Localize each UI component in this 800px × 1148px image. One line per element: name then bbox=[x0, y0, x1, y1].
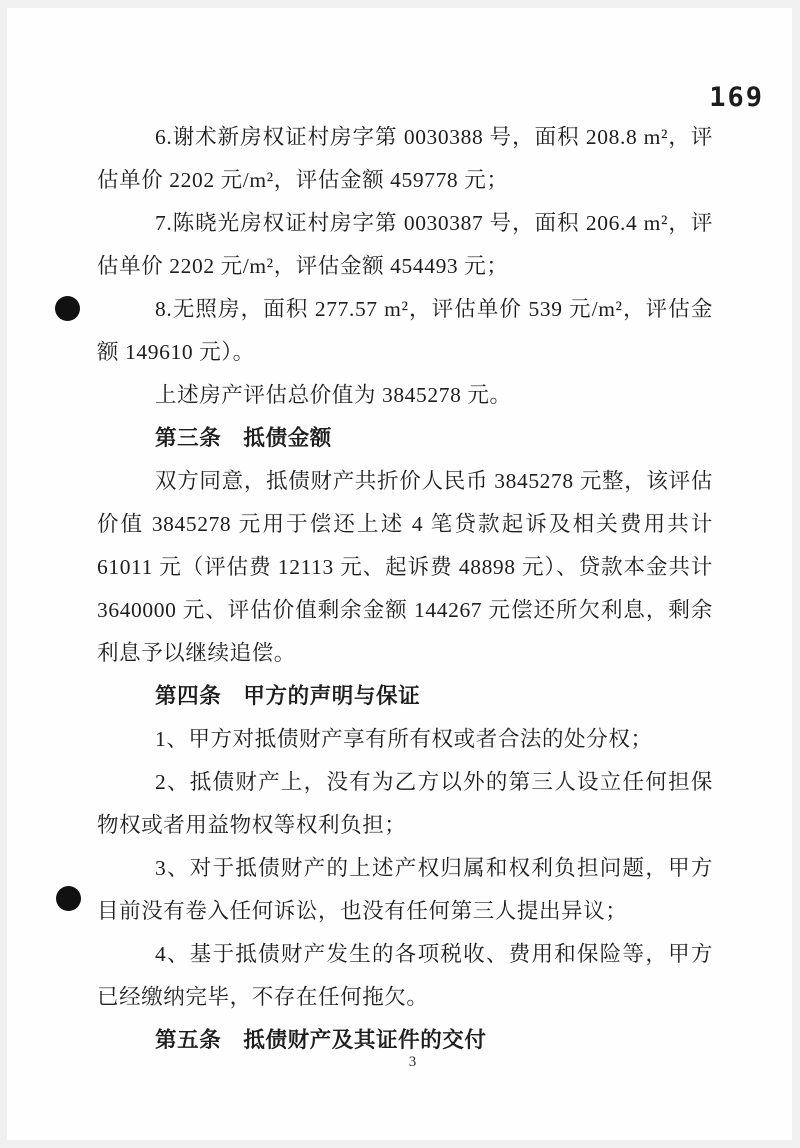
binder-hole-top bbox=[55, 296, 80, 321]
footer-page-number: 3 bbox=[408, 1054, 417, 1070]
valuation-total-line: 上述房产评估总价值为 3845278 元。 bbox=[155, 383, 512, 407]
valuation-item-7: 7.陈晓光房权证村房字第 0030387 号，面积 206.4 m²，评估单价 2202 元/m²，评估金额 454493 元； bbox=[97, 211, 713, 278]
article-4-clause-3: 3、对于抵债财产的上述产权归属和权利负担问题，甲方目前没有卷入任何诉讼，也没有任何第三人提出异议； bbox=[97, 856, 713, 923]
valuation-item-8: 8.无照房，面积 277.57 m²，评估单价 539 元/m²，评估金额 149610 元）。 bbox=[97, 297, 713, 364]
article-4-clause-1: 1、甲方对抵债财产享有所有权或者合法的处分权； bbox=[155, 727, 653, 751]
article-3-heading: 第三条 抵债金额 bbox=[155, 426, 332, 450]
article-4-heading: 第四条 甲方的声明与保证 bbox=[155, 684, 421, 708]
document-page bbox=[7, 8, 792, 1140]
article-3-body: 双方同意，抵债财产共折价人民币 3845278 元整，该评估价值 3845278 元用于偿还上述 4 笔贷款起诉及相关费用共计 61011 元（评估费 12113 元、起诉费 48898 元）、贷款本金共计 3640000 元、评估价值剩余金额 144267 元偿还所欠利息，剩余利息予以继续追偿。 bbox=[97, 469, 713, 665]
stamped-page-number: 169 bbox=[709, 82, 764, 113]
article-4-clause-2: 2、抵债财产上，没有为乙方以外的第三人设立任何担保物权或者用益物权等权利负担； bbox=[97, 770, 713, 837]
article-5-heading: 第五条 抵债财产及其证件的交付 bbox=[155, 1028, 487, 1052]
binder-hole-bottom bbox=[56, 886, 81, 911]
contract-body bbox=[97, 116, 713, 1062]
article-4-clause-4: 4、基于抵债财产发生的各项税收、费用和保险等，甲方已经缴纳完毕，不存在任何拖欠。 bbox=[97, 942, 713, 1009]
valuation-item-6: 6.谢术新房权证村房字第 0030388 号，面积 208.8 m²，评估单价 2202 元/m²，评估金额 459778 元； bbox=[97, 125, 713, 192]
